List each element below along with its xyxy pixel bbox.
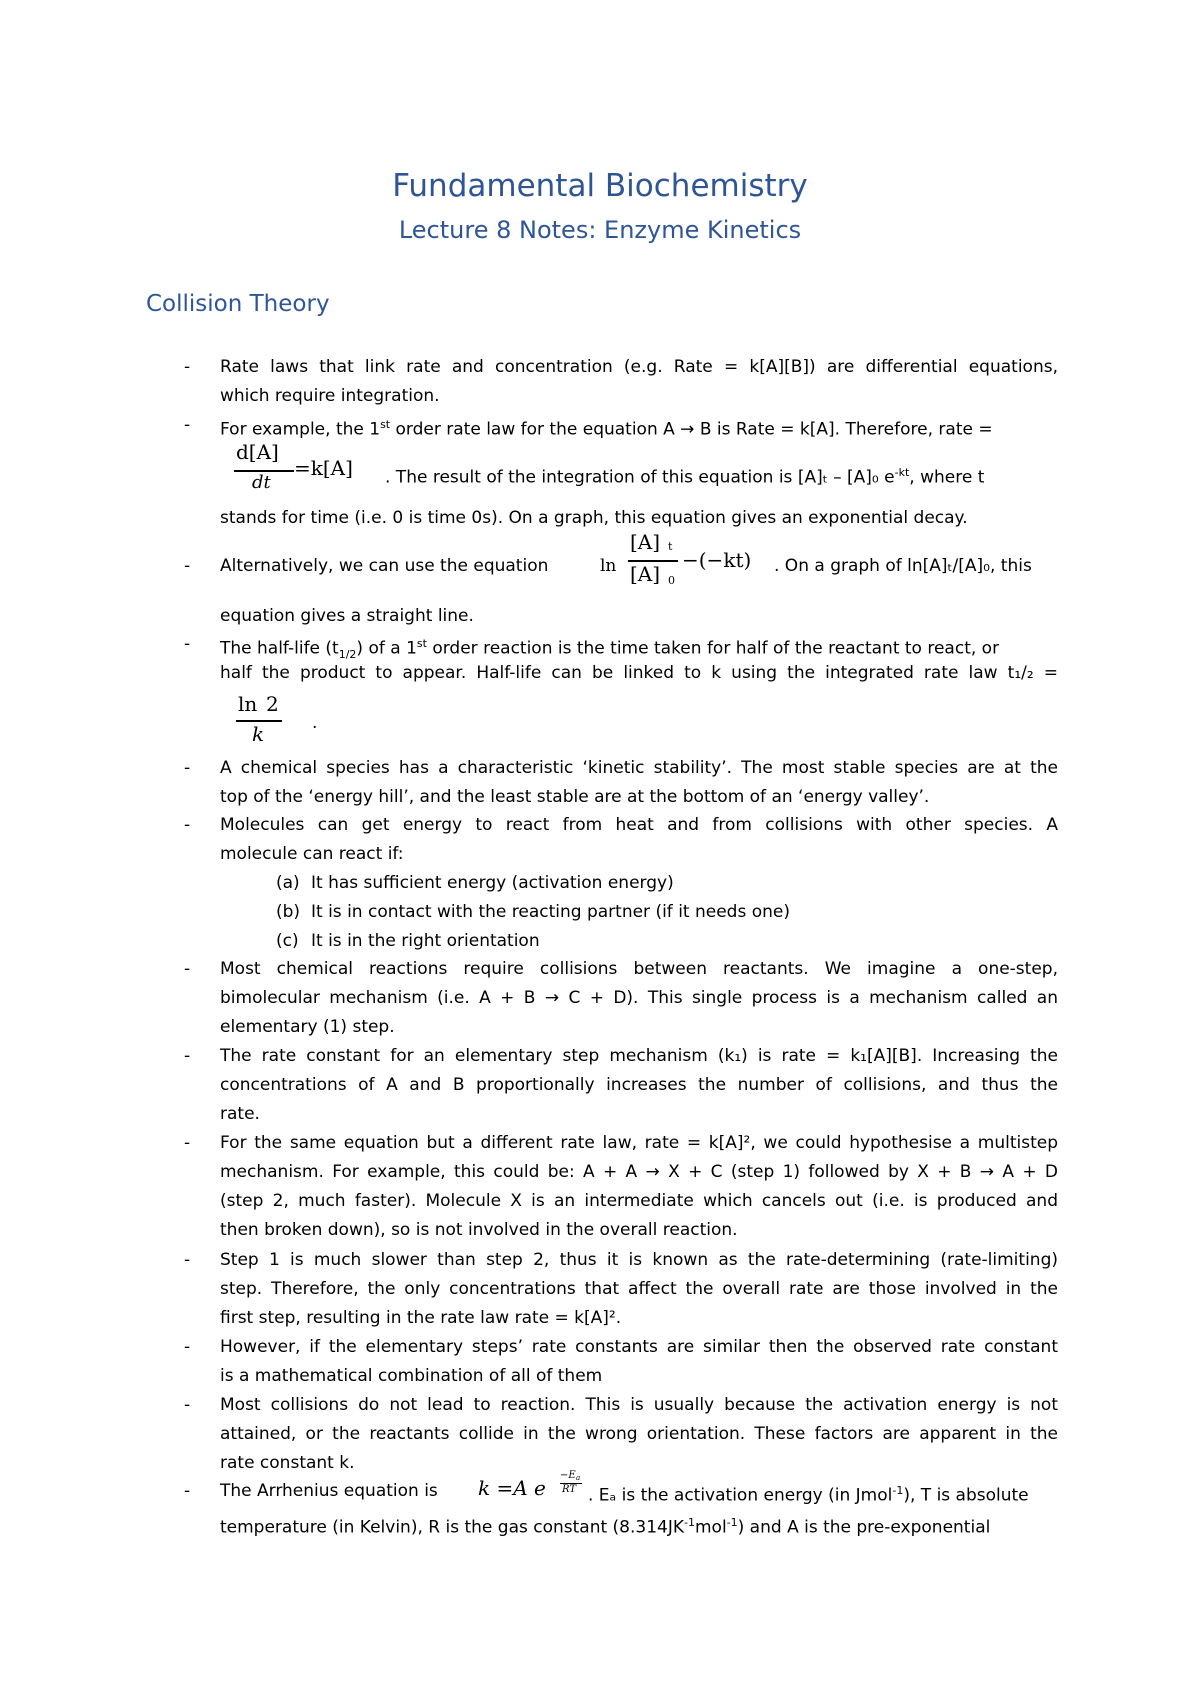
text-line: attained, or the reactants collide in the wrong orientation. These factors are apparent in the bbox=[220, 1424, 1058, 1444]
text-line: temperature (in Kelvin), R is the gas constant $(8.314JK^{-1}mol^{-1})$ and A is the pre-exponential bbox=[220, 1516, 991, 1538]
text-line: (step 2, much faster). Molecule X is an intermediate which cancels out (i.e. is produced and bbox=[220, 1191, 1058, 1211]
text-line: first step, resulting in the rate law rate = k[A]². bbox=[220, 1308, 622, 1328]
text-line: For the same equation but a different rate law, rate = k[A]², we could hypothesise a multistep bbox=[220, 1133, 1058, 1153]
text-line: For example, the 1st order rate law for the equation A → B is Rate = k[A]. Therefore, rate = bbox=[220, 418, 993, 440]
text-line: half the product to appear. Half-life can be linked to k using the integrated rate law t₁/₂ = bbox=[220, 663, 1058, 683]
half-life-equation: ln 2 k bbox=[236, 692, 296, 752]
text-line: Most collisions do not lead to reaction. This is usually because the activation energy is not bbox=[220, 1395, 1058, 1415]
text-line: is a mathematical combination of all of them bbox=[220, 1366, 603, 1386]
text-line: Alternatively, we can use the equation bbox=[220, 556, 549, 576]
list-label: (b) bbox=[276, 902, 301, 922]
document-title: Fundamental Biochemistry bbox=[392, 168, 808, 204]
text-line: top of the ‘energy hill’, and the least stable are at the bottom of an ‘energy valley’. bbox=[220, 787, 930, 807]
text-line: . On a graph of ln[A]ₜ/[A]₀, this bbox=[774, 556, 1032, 576]
text-line: Rate laws that link rate and concentration (e.g. Rate = k[A][B]) are differential equations, bbox=[220, 357, 1058, 377]
text-line: However, if the elementary steps’ rate constants are similar then the observed rate constant bbox=[220, 1337, 1058, 1357]
document-subtitle: Lecture 8 Notes: Enzyme Kinetics bbox=[398, 216, 802, 244]
bullet-dash: - bbox=[184, 1046, 191, 1066]
text-line: The half-life $(t_{1/2})$ of a 1st order reaction is the time taken for half of the reactant to react, or bbox=[220, 637, 1000, 662]
list-item: It is in contact with the reacting partner (if it needs one) bbox=[311, 902, 790, 922]
bullet-dash: - bbox=[184, 357, 191, 377]
list-label: (c) bbox=[276, 931, 299, 951]
arrhenius-equation: k =A e −E a RT bbox=[478, 1470, 581, 1500]
text-line: equation gives a straight line. bbox=[220, 606, 474, 626]
bullet-dash: - bbox=[184, 1337, 191, 1357]
text-line: . Eₐ is the activation energy (in Jmol$^{-1}$), T is absolute bbox=[588, 1484, 1029, 1506]
text-line: The rate constant for an elementary step mechanism (k₁) is rate = k₁[A][B]. Increasing the bbox=[220, 1046, 1058, 1066]
text-line: . The result of the integration of this equation is [A]ₜ – [A]₀ $e^{-kt}$, where t bbox=[385, 466, 985, 488]
text-line: bimolecular mechanism (i.e. A + B → C + D). This single process is a mechanism called an bbox=[220, 988, 1058, 1008]
text-line: which require integration. bbox=[220, 386, 440, 406]
text-line: rate constant k. bbox=[220, 1453, 355, 1473]
bullet-dash: - bbox=[184, 415, 191, 435]
text-line: rate. bbox=[220, 1104, 260, 1124]
bullet-dash: - bbox=[184, 556, 191, 576]
text-line: then broken down), so is not involved in the overall reaction. bbox=[220, 1220, 738, 1240]
bullet-dash: - bbox=[184, 1395, 191, 1415]
bullet-dash: - bbox=[184, 758, 191, 778]
text-line: stands for time (i.e. 0 is time 0s). On a graph, this equation gives an exponential decay. bbox=[220, 508, 968, 528]
rate-equation: d[A] dt =k[A] bbox=[236, 440, 353, 493]
section-heading: Collision Theory bbox=[146, 291, 330, 317]
list-label: (a) bbox=[276, 873, 300, 893]
text-line: . bbox=[312, 713, 318, 733]
text-line: concentrations of A and B proportionally increases the number of collisions, and thus the bbox=[220, 1075, 1058, 1095]
text-line: The Arrhenius equation is bbox=[220, 1481, 438, 1501]
bullet-dash: - bbox=[184, 815, 191, 835]
text-line: Step 1 is much slower than step 2, thus it is known as the rate-determining (rate-limiting) bbox=[220, 1250, 1058, 1270]
bullet-dash: - bbox=[184, 1481, 191, 1501]
text-line: elementary (1) step. bbox=[220, 1017, 395, 1037]
list-item: It has sufficient energy (activation energy) bbox=[311, 873, 674, 893]
list-item: It is in the right orientation bbox=[311, 931, 540, 951]
bullet-dash: - bbox=[184, 1133, 191, 1153]
text-line: step. Therefore, the only concentrations that affect the overall rate are those involved in the bbox=[220, 1279, 1058, 1299]
bullet-dash: - bbox=[184, 634, 191, 654]
text-line: Molecules can get energy to react from heat and from collisions with other species. A bbox=[220, 815, 1058, 835]
text-line: A chemical species has a characteristic ‘kinetic stability’. The most stable species are at the bbox=[220, 758, 1058, 778]
text-line: Most chemical reactions require collisions between reactants. We imagine a one-step, bbox=[220, 959, 1058, 979]
log-equation: ln [A] t [A] 0 −(−kt) bbox=[600, 530, 752, 587]
text-line: molecule can react if: bbox=[220, 844, 404, 864]
bullet-dash: - bbox=[184, 1250, 191, 1270]
bullet-dash: - bbox=[184, 959, 191, 979]
text-line: mechanism. For example, this could be: A + A → X + C (step 1) followed by X + B → A + D bbox=[220, 1162, 1058, 1182]
